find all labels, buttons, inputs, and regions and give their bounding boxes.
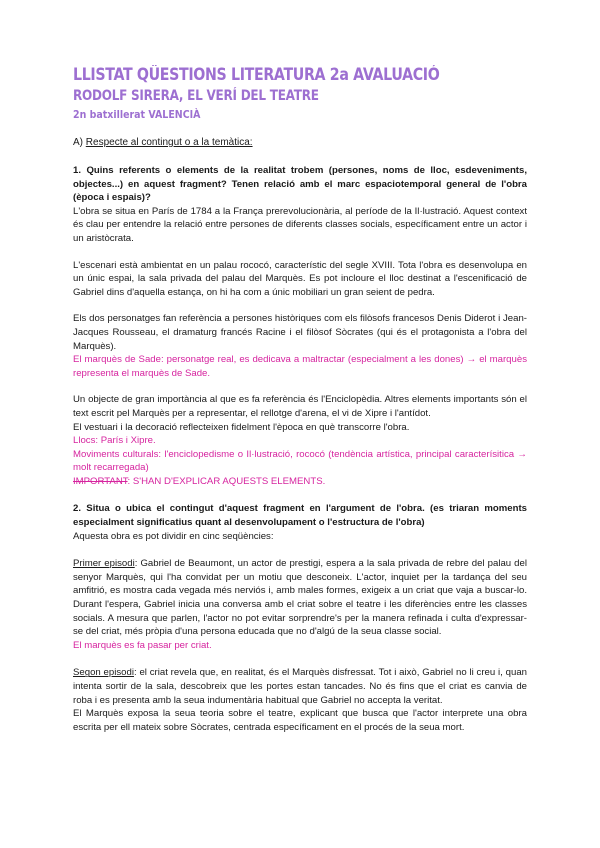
annotation-note: Moviments culturals: l'enciclopedisme o Il·lustració, rococó (tendència artística, principal caracterísitica → molt recarregada) — [73, 448, 527, 474]
section-title: Respecte al contingut o a la temàtica: — [85, 137, 253, 148]
document-title: LLISTAT QÜESTIONS LITERATURA 2a AVALUACIÓ — [73, 65, 440, 84]
course-label: 2n batxillerat VALENCIÀ — [73, 109, 201, 121]
paragraph: El Marquès exposa la seua teoria sobre el teatre, explicant que busca que l'actor interprete una obra escrita per ell mateix sobre Sòcrates, centrada específicament en el procés de la seua mort. — [73, 708, 527, 733]
paragraph: Un objecte de gran importància al que es fa referència és l'Enciclopèdia. Altres elements importants són el text escrit pel Marquès per a representar, el rellotge d'arena, el vi de Xipre i l'antídot. — [73, 394, 527, 419]
annotation-note: Llocs: París i Xipre. — [73, 435, 156, 447]
question-text: Quins referents o elements de la realitat trobem (persones, noms de lloc, esdeveniments, objectes...) en aquest fragment? Tenen relació amb el marc espaciotemporal general de l'obra (època i espais)? — [73, 165, 527, 204]
section-prefix: A) — [73, 137, 86, 148]
important-label: IMPORTANT — [73, 475, 128, 487]
episode-label: Primer episodi — [73, 558, 135, 570]
annotation-note: El marquès de Sade: personatge real, es dedicava a maltractar (especialment a les dones) → el marquès representa el marquès de Sade. — [73, 354, 527, 379]
paragraph: Els dos personatges fan referència a persones històriques com els filòsofs francesos Denis Diderot i Jean-Jacques Rousseau, el dramaturg francés Racine i el filòsof Sòcrates (qui és el protagonista a l'obra del Marquès). — [73, 313, 527, 352]
question-2 — [73, 502, 527, 529]
question-1 — [73, 164, 527, 205]
paragraph: L'escenari està ambientat en un palau rococó, característic del segle XVIII. Tota l'obra es desenvolupa en un únic espai, la sala privada del palau del Marquès. Es pot incloure el lloc destinat a l'escenificació de Gabriel dins d'aquella estança, on hi ha com a únic mobiliari un gran seient de pedra. — [73, 259, 527, 298]
episode-1: Primer episodi: Gabriel de Beaumont, un actor de prestigi, espera a la sala privada de rebre del palau del senyor Marquès, qui l'ha convidat per un motiu que desconeix. L'actor, inquiet per la tardança del seu amfitrió, es mostra cada vegada més nerviós i, amb males formes, exigeix a un criat que vaja a buscar-lo. Durant l'espera, Gabriel inicia una conversa amb el criat sobre el teatre i les diferències entre les classes socials. A mesura que parlen, l'actor no pot evitar sorprendre's per la manera refinada i culta d'expressar-se del criat, més pròpia d'una persona educada que no d'algú de la seua classe social. — [73, 558, 527, 638]
paragraph: Aquesta obra es pot dividir en cinc seqüències: — [73, 530, 274, 542]
paragraph: L'obra se situa en París de 1784 a la França prerevolucionària, al període de la Il·lustració. Aquest context és clau per entendre la relació entre persones de diferents classes socials, específicament entre un actor i un aristòcrata. — [73, 205, 527, 244]
section-heading — [73, 136, 527, 150]
paragraph: El vestuari i la decoració reflecteixen fidelment l'època en què transcorre l'obra. — [73, 421, 410, 433]
episode-2: Segon episodi: el criat revela que, en realitat, és el Marquès disfressat. Tot i això, Gabriel no li creu i, quan intenta sortir de la sala, descobreix que les portes estan tancades. No és fins que el criat es canvia de roba i es presenta amb la seua indumentària habitual que Gabriel no accepta la veritat. — [73, 667, 527, 706]
annotation-note: El marquès es fa pasar per criat. — [73, 639, 212, 651]
document-subtitle: RODOLF SIRERA, EL VERÍ DEL TEATRE — [73, 88, 319, 104]
question-number: 2. — [73, 503, 82, 515]
question-number: 1. — [73, 165, 82, 176]
important-note: IMPORTANT: S'HAN D'EXPLICAR AQUESTS ELEMENTS. — [73, 475, 326, 487]
question-text: Situa o ubica el contingut d'aquest fragment en l'argument de l'obra. (es triaran moments especialment significatius quant al desenvolupament o l'estructura de l'obra) — [73, 503, 527, 529]
episode-label: Segon episodi — [73, 667, 134, 679]
